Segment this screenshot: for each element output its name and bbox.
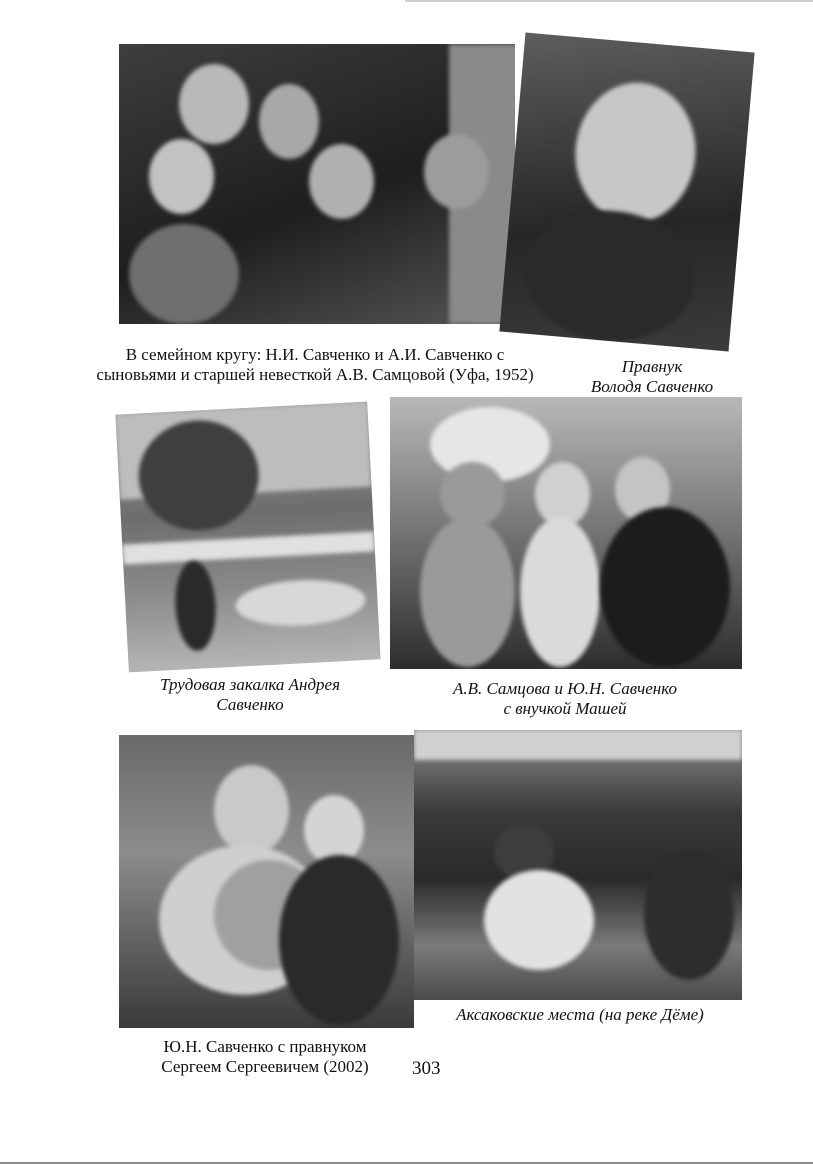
samtsova-caption-line-2: с внучкой Машей	[503, 699, 627, 718]
samtsova-photo	[390, 397, 742, 669]
samtsova-caption	[405, 679, 725, 719]
work-caption-line-2: Савченко	[216, 695, 284, 714]
family-photo	[119, 44, 515, 324]
family-caption-line-1: В семейном кругу: Н.И. Савченко и А.И. Савченко с	[125, 345, 505, 364]
family-caption	[50, 345, 580, 385]
savchenko-great-caption	[125, 1037, 405, 1077]
aksakov-caption	[430, 1005, 730, 1025]
family-caption-line-2: сыновьями и старшей невесткой А.В. Самцовой (Уфа, 1952)	[96, 365, 534, 384]
work-caption	[130, 675, 370, 715]
grandson-caption-line-1: Правнук	[621, 357, 683, 376]
page-edge-line	[405, 0, 813, 2]
grandson-photo	[499, 33, 754, 352]
grandson-caption	[572, 357, 732, 397]
page-number: 303	[412, 1058, 441, 1079]
savchenko-great-photo	[119, 735, 414, 1028]
work-caption-line-1: Трудовая закалка Андрея	[159, 675, 341, 694]
savchenko-great-caption-line-1: Ю.Н. Савченко с правнуком	[163, 1037, 367, 1056]
savchenko-great-caption-line-2: Сергеем Сергеевичем (2002)	[161, 1057, 369, 1076]
samtsova-caption-line-1: А.В. Самцова и Ю.Н. Савченко	[452, 679, 678, 698]
aksakov-caption-text: Аксаковские места (на реке Дёме)	[456, 1005, 704, 1024]
work-photo	[115, 402, 380, 673]
aksakov-photo	[414, 730, 742, 1000]
grandson-caption-line-2: Володя Савченко	[590, 377, 714, 396]
